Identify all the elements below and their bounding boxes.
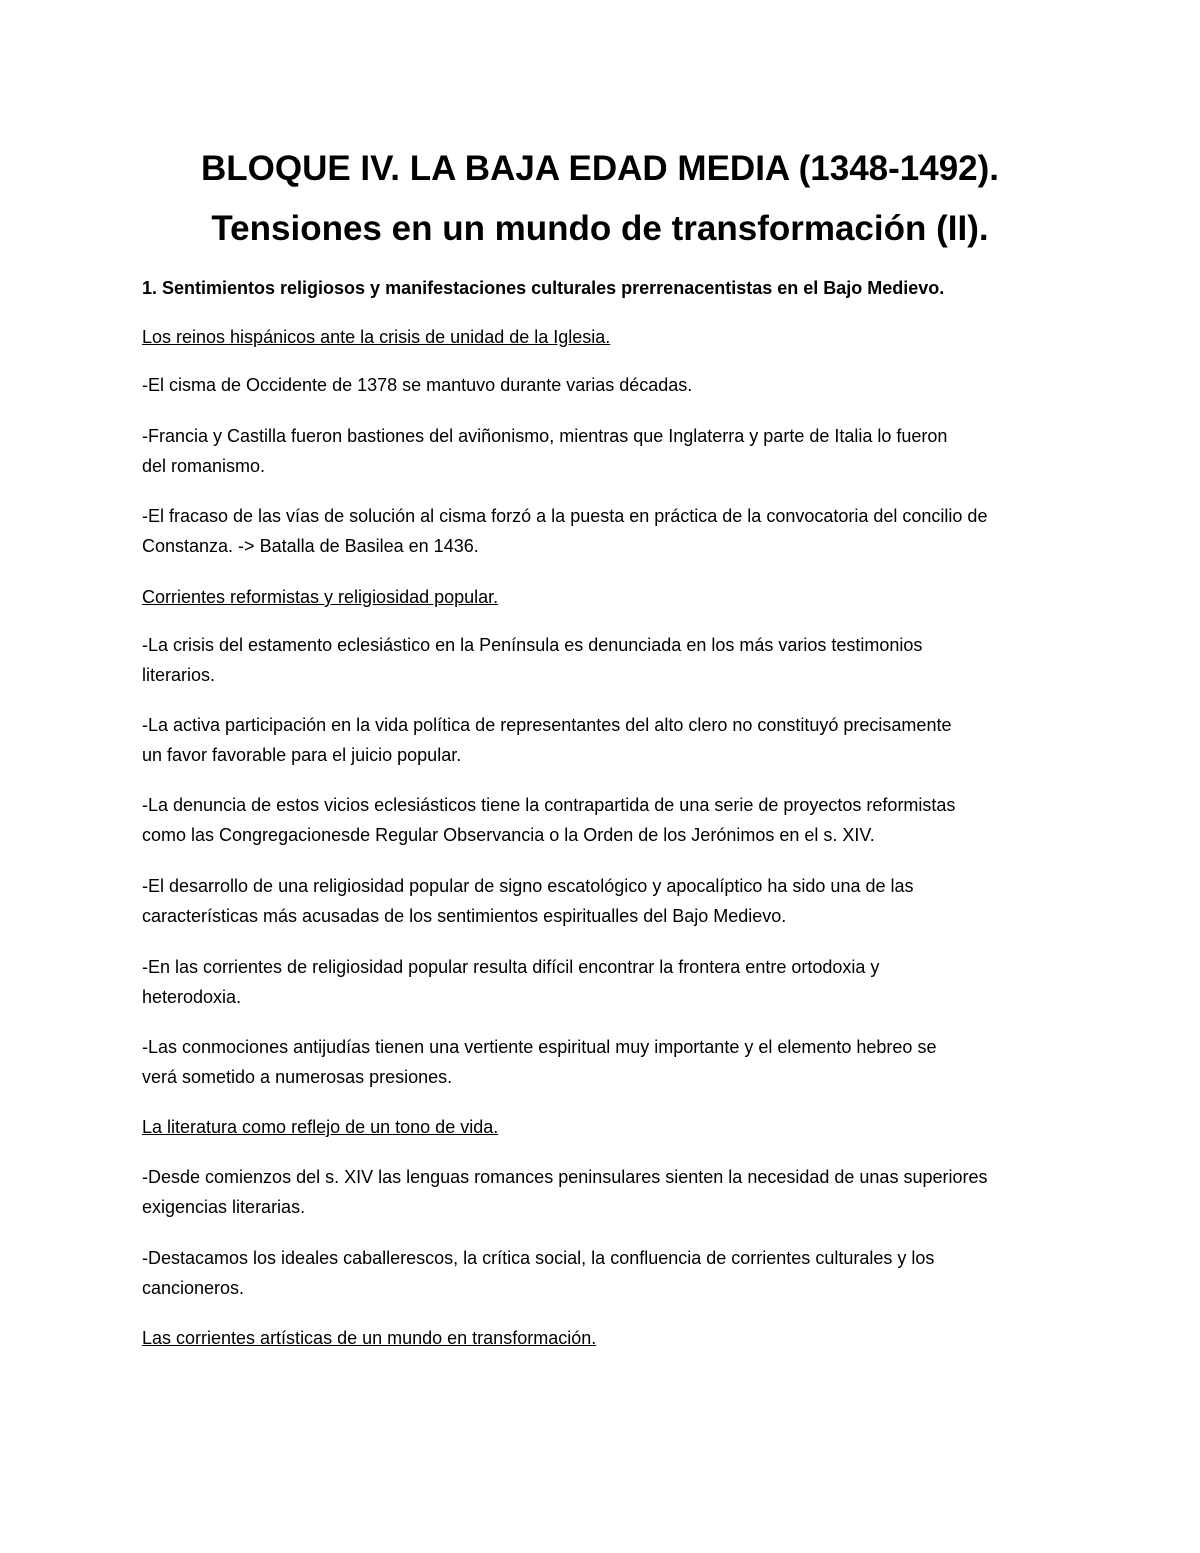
paragraph bbox=[142, 501, 987, 561]
document-title-line-2: Tensiones en un mundo de transformación (II). bbox=[211, 209, 989, 248]
paragraph-line: -Las conmociones antijudías tienen una vertiente espiritual muy importante y el elemento hebreo se bbox=[142, 1037, 937, 1057]
paragraph-line: -Francia y Castilla fueron bastiones del aviñonismo, mientras que Inglaterra y parte de Italia lo fueron bbox=[142, 426, 948, 446]
paragraph bbox=[142, 952, 879, 1012]
paragraph-line: -La crisis del estamento eclesiástico en la Península es denunciada en los más varios testimonios bbox=[142, 635, 923, 655]
document-title-line-1: BLOQUE IV. LA BAJA EDAD MEDIA (1348-1492). bbox=[200, 149, 1000, 188]
subsection-heading-reformistas: Corrientes reformistas y religiosidad popular. bbox=[142, 587, 499, 607]
paragraph-line: -Destacamos los ideales caballerescos, la crítica social, la confluencia de corrientes culturales y los bbox=[142, 1248, 935, 1268]
paragraph-line: características más acusadas de los sentimientos espiritualles del Bajo Medievo. bbox=[142, 906, 787, 926]
paragraph bbox=[142, 370, 692, 400]
subsection-heading-literatura: La literatura como reflejo de un tono de vida. bbox=[142, 1117, 499, 1137]
subsection-heading-artisticas: Las corrientes artísticas de un mundo en transformación. bbox=[142, 1328, 597, 1348]
paragraph bbox=[142, 1243, 934, 1303]
paragraph-line: -El fracaso de las vías de solución al cisma forzó a la puesta en práctica de la convocatoria del concilio de bbox=[142, 506, 988, 526]
paragraph bbox=[142, 871, 914, 931]
paragraph-line: heterodoxia. bbox=[142, 987, 242, 1007]
paragraph bbox=[142, 1162, 987, 1222]
paragraph-line: un favor favorable para el juicio popular. bbox=[142, 745, 462, 765]
paragraph-line: exigencias literarias. bbox=[142, 1197, 306, 1217]
subsection-heading-iglesia: Los reinos hispánicos ante la crisis de unidad de la Iglesia. bbox=[142, 327, 611, 347]
paragraph bbox=[142, 630, 922, 690]
paragraph-line: verá sometido a numerosas presiones. bbox=[142, 1067, 453, 1087]
paragraph-line: Constanza. -> Batalla de Basilea en 1436. bbox=[142, 536, 479, 556]
paragraph bbox=[142, 1032, 936, 1092]
paragraph-line: -En las corrientes de religiosidad popular resulta difícil encontrar la frontera entre ortodoxia y bbox=[142, 957, 880, 977]
paragraph-line: -El desarrollo de una religiosidad popular de signo escatológico y apocalíptico ha sido una de las bbox=[142, 876, 914, 896]
paragraph-line: literarios. bbox=[142, 665, 216, 685]
paragraph-line: -La denuncia de estos vicios eclesiásticos tiene la contrapartida de una serie de proyectos reformistas bbox=[142, 795, 956, 815]
paragraph bbox=[142, 421, 947, 481]
paragraph bbox=[142, 790, 955, 850]
paragraph-line: cancioneros. bbox=[142, 1278, 245, 1298]
paragraph-line: -La activa participación en la vida política de representantes del alto clero no constituyó precisamente bbox=[142, 715, 952, 735]
paragraph bbox=[142, 710, 951, 770]
section-1-heading: 1. Sentimientos religiosos y manifestaciones culturales prerrenacentistas en el Bajo Medievo. bbox=[142, 278, 945, 298]
paragraph-line: como las Congregacionesde Regular Observancia o la Orden de los Jerónimos en el s. XIV. bbox=[142, 825, 875, 845]
paragraph-line: -El cisma de Occidente de 1378 se mantuvo durante varias décadas. bbox=[142, 375, 693, 395]
paragraph-line: del romanismo. bbox=[142, 456, 266, 476]
paragraph-line: -Desde comienzos del s. XIV las lenguas romances peninsulares sienten la necesidad de unas superiores bbox=[142, 1167, 988, 1187]
